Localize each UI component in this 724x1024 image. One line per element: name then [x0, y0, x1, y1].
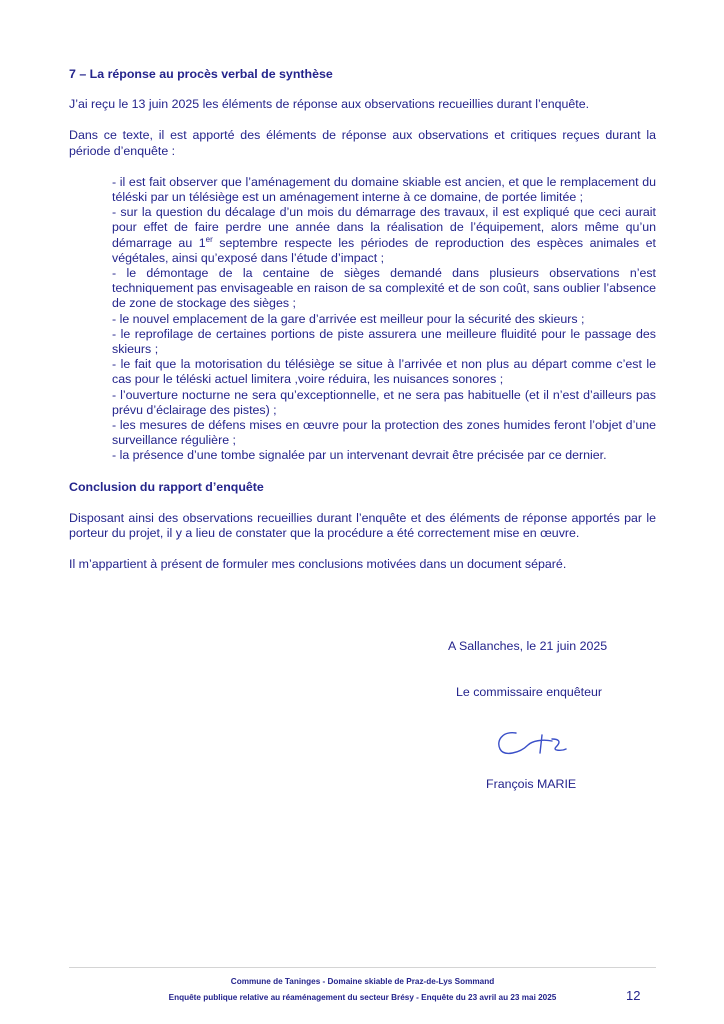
signatory-name: François MARIE	[486, 777, 577, 791]
response-list	[112, 175, 656, 464]
section-heading: 7 – La réponse au procès verbal de synthèse	[69, 67, 333, 81]
closing-paragraph: Il m’appartient à présent de formuler mes conclusions motivées dans un document séparé.	[69, 557, 567, 572]
list-item	[112, 205, 656, 266]
handwritten-signature	[492, 727, 572, 759]
intro-paragraph: J’ai reçu le 13 juin 2025 les éléments de réponse aux observations recueillies durant l’enquête.	[69, 97, 590, 112]
list-item: - l’ouverture nocturne ne sera qu’exceptionnelle, et ne sera pas habituelle (et il n’est d’ailleurs pas prévu d’éclairage des pistes) ;	[112, 387, 656, 417]
list-item: - les mesures de défens mises en œuvre pour la protection des zones humides feront l’objet d’une surveillance régulière ;	[112, 418, 656, 448]
list-item: - le démontage de la centaine de sièges demandé dans plusieurs observations n’est techniquement pas envisageable en raison de sa complexité et de son coût, sans oublier l’absence de zone de stockage des sièges ;	[112, 266, 656, 311]
footer-title: Commune de Taninges - Domaine skiable de Praz-de-Lys Sommand	[230, 977, 495, 986]
conclusion-heading: Conclusion du rapport d’enquête	[69, 479, 264, 494]
signatory-role: Le commissaire enquêteur	[456, 685, 603, 699]
footer-divider	[69, 967, 656, 968]
footer-subtitle: Enquête publique relative au réaménagement du secteur Brésy - Enquête du 23 avril au 23 mai 2025	[168, 993, 557, 1002]
place-date: A Sallanches, le 21 juin 2025	[448, 639, 608, 653]
list-item: - le reprofilage de certaines portions de piste assurera une meilleure fluidité pour le passage des skieurs ;	[112, 326, 656, 357]
list-item: - le nouvel emplacement de la gare d’arrivée est meilleur pour la sécurité des skieurs ;	[112, 311, 585, 326]
list-item: - la présence d’une tombe signalée par un intervenant devrait être précisée par ce dernier.	[112, 448, 607, 463]
lead-paragraph: Dans ce texte, il est apporté des éléments de réponse aux observations et critiques reçues durant la période d’enquête :	[69, 128, 656, 158]
page-body	[69, 67, 656, 572]
page-number: 12	[626, 988, 641, 1003]
conclusion-paragraph: Disposant ainsi des observations recueillies durant l’enquête et des éléments de réponse apportés par le porteur du projet, il y a lieu de constater que la procédure a été correctement mise en œuvre.	[69, 510, 656, 541]
ordinal-superscript: er	[205, 234, 213, 244]
list-item: - il est fait observer que l’aménagement du domaine skiable est ancien, et que le remplacement du téléski par un télésiège est un aménagement interne à ce domaine, de portée limitée ;	[112, 174, 656, 205]
list-item-text: - sur la question du décalage d’un mois du démarrage des travaux, il est expliqué que ceci aurait pour effet de faire perdre une année dans la réalisation de l’équipement, alors même qu’un démarrage au 1	[112, 205, 656, 250]
list-item-text: septembre respecte les périodes de reproduction des espèces animales et végétales, ainsi qu’exposé dans l’étude d’impact ;	[112, 235, 656, 265]
list-item: - le fait que la motorisation du télésiège se situe à l’arrivée et non plus au départ comme c’est le cas pour le téléski actuel limitera ,voire réduira, les nuisances sonores ;	[112, 357, 656, 387]
